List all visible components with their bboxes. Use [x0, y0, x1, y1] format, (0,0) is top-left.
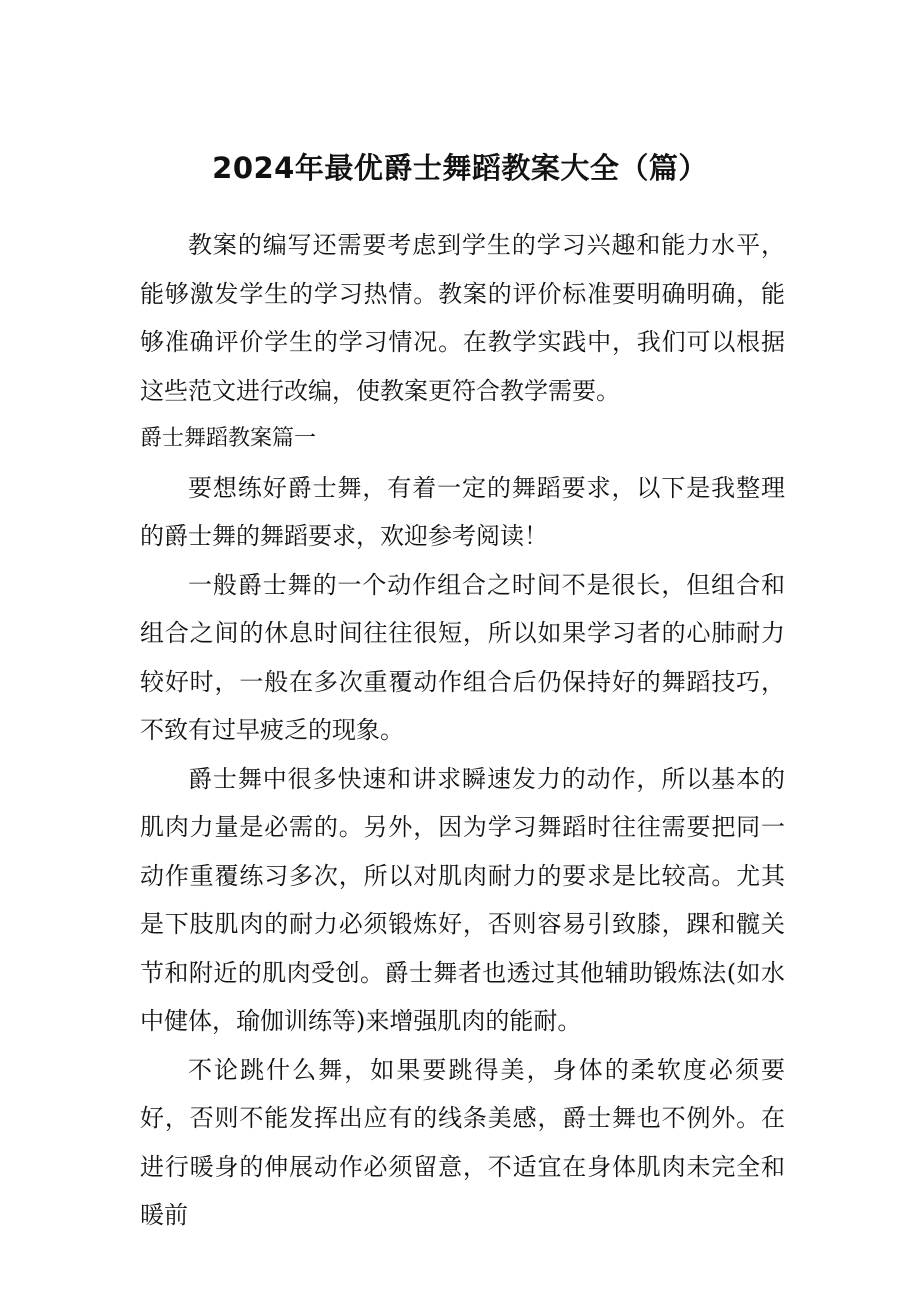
body-paragraph-1: 要想练好爵士舞，有着一定的舞蹈要求，以下是我整理的爵士舞的舞蹈要求，欢迎参考阅读！	[140, 473, 785, 550]
body-paragraph-3: 爵士舞中很多快速和讲求瞬速发力的动作，所以基本的肌肉力量是必需的。另外，因为学习舞蹈时往往需要把同一动作重覆练习多次，所以对肌肉耐力的要求是比较高。尤其是下肢肌肉的耐力必须锻炼好，否则容易引致膝，踝和髋关节和附近的肌肉受创。爵士舞者也透过其他辅助锻炼法(如水中健体，瑜伽训练等)来增强肌肉的能耐。	[140, 764, 785, 1035]
document-body	[140, 221, 785, 1240]
intro-paragraph: 教案的编写还需要考虑到学生的学习兴趣和能力水平，能够激发学生的学习热情。教案的评价标准要明确明确，能够准确评价学生的学习情况。在教学实践中，我们可以根据这些范文进行改编，使教案更符合教学需要。	[140, 231, 785, 405]
body-paragraph-2: 一般爵士舞的一个动作组合之时间不是很长，但组合和组合之间的休息时间往往很短，所以如果学习者的心肺耐力较好时，一般在多次重覆动作组合后仍保持好的舞蹈技巧，不致有过早疲乏的现象。	[140, 570, 785, 744]
document-title: 2024年最优爵士舞蹈教案大全（篇）	[212, 151, 708, 185]
section-heading: 爵士舞蹈教案篇一	[140, 426, 317, 451]
body-paragraph-4: 不论跳什么舞，如果要跳得美，身体的柔软度必须要好，否则不能发挥出应有的线条美感，爵士舞也不例外。在进行暖身的伸展动作必须留意，不适宜在身体肌肉未完全和暖前	[140, 1055, 785, 1229]
